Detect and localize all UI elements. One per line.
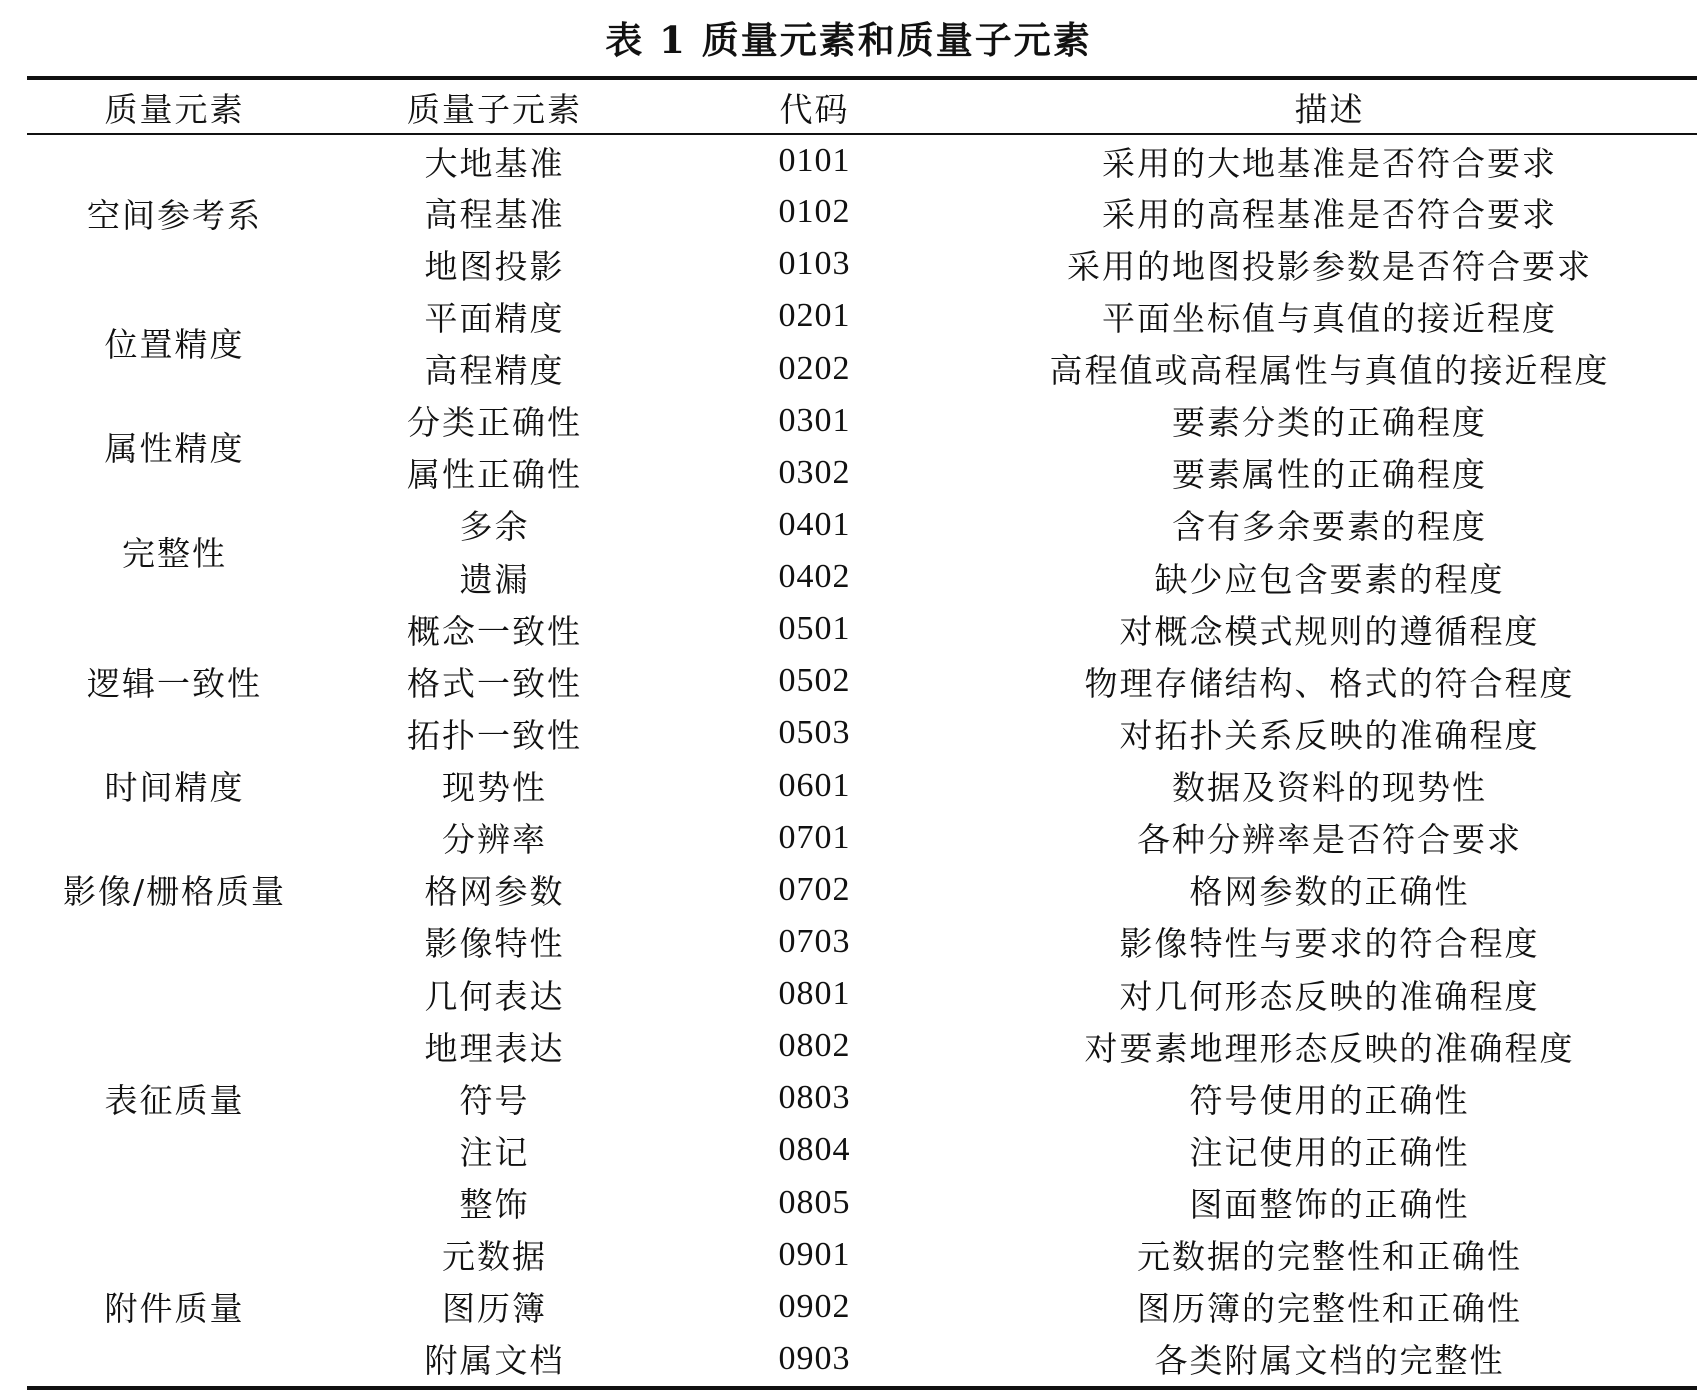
table-row — [27, 968, 1697, 1020]
code-cell: 0302 — [778, 453, 851, 491]
description-cell: 注记使用的正确性 — [1189, 1132, 1470, 1172]
quality-elements-table — [27, 80, 1697, 1385]
sub-element-cell: 大地基准 — [424, 143, 565, 183]
code-cell: 0402 — [778, 558, 851, 596]
description-cell: 物理存储结构、格式的符合程度 — [1084, 663, 1575, 703]
sub-element-cell: 拓扑一致性 — [407, 715, 582, 755]
code-cell: 0902 — [778, 1287, 851, 1325]
header-element: 质量元素 — [104, 89, 245, 129]
sub-element-cell: 格网参数 — [424, 872, 565, 912]
description-cell: 影像特性与要求的符合程度 — [1119, 924, 1540, 964]
table-row — [27, 499, 1697, 551]
quality-element-cell: 时间精度 — [104, 768, 245, 808]
sub-element-cell: 元数据 — [442, 1237, 547, 1277]
table-row — [27, 290, 1697, 342]
sub-element-cell: 多余 — [459, 507, 530, 547]
sub-element-cell: 遗漏 — [459, 559, 530, 599]
description-cell: 对概念模式规则的遵循程度 — [1119, 611, 1540, 651]
code-cell: 0102 — [778, 193, 851, 231]
sub-element-cell: 格式一致性 — [407, 663, 582, 703]
sub-element-cell: 分辨率 — [442, 820, 547, 860]
header-code: 代码 — [779, 89, 850, 129]
sub-element-cell: 注记 — [459, 1132, 530, 1172]
sub-element-cell: 符号 — [459, 1080, 530, 1120]
quality-element-cell: 影像/栅格质量 — [62, 872, 287, 912]
code-cell: 0202 — [778, 349, 851, 387]
quality-element-cell: 附件质量 — [104, 1289, 245, 1329]
description-cell: 采用的地图投影参数是否符合要求 — [1067, 246, 1592, 286]
code-cell: 0101 — [778, 142, 851, 180]
description-cell: 元数据的完整性和正确性 — [1137, 1237, 1522, 1277]
sub-element-cell: 分类正确性 — [407, 403, 582, 443]
header-description: 描述 — [1294, 89, 1365, 129]
description-cell: 要素属性的正确程度 — [1172, 455, 1487, 495]
description-cell: 数据及资料的现势性 — [1172, 768, 1487, 808]
code-cell: 0502 — [778, 662, 851, 700]
sub-element-cell: 概念一致性 — [407, 611, 582, 651]
code-cell: 0503 — [778, 714, 851, 752]
code-cell: 0805 — [778, 1183, 851, 1221]
code-cell: 0601 — [778, 766, 851, 804]
code-cell: 0301 — [778, 401, 851, 439]
code-cell: 0803 — [778, 1079, 851, 1117]
code-cell: 0401 — [778, 505, 851, 543]
description-cell: 采用的大地基准是否符合要求 — [1102, 143, 1557, 183]
code-cell: 0703 — [778, 922, 851, 960]
code-cell: 0801 — [778, 975, 851, 1013]
code-cell: 0702 — [778, 870, 851, 908]
sub-element-cell: 整饰 — [459, 1185, 530, 1225]
sub-element-cell: 图历簿 — [442, 1289, 547, 1329]
sub-element-cell: 地图投影 — [424, 246, 565, 286]
description-cell: 含有多余要素的程度 — [1172, 507, 1487, 547]
quality-element-cell: 逻辑一致性 — [87, 663, 262, 703]
description-cell: 图历簿的完整性和正确性 — [1137, 1289, 1522, 1329]
description-cell: 各类附属文档的完整性 — [1154, 1341, 1505, 1381]
quality-element-cell: 表征质量 — [104, 1080, 245, 1120]
table-row — [27, 812, 1697, 864]
sub-element-cell: 高程基准 — [424, 194, 565, 234]
code-cell: 0701 — [778, 818, 851, 856]
description-cell: 对拓扑关系反映的准确程度 — [1119, 715, 1540, 755]
sub-element-cell: 高程精度 — [424, 351, 565, 391]
description-cell: 高程值或高程属性与真值的接近程度 — [1049, 351, 1610, 391]
code-cell: 0901 — [778, 1235, 851, 1273]
code-cell: 0802 — [778, 1027, 851, 1065]
code-cell: 0103 — [778, 245, 851, 283]
quality-element-cell: 位置精度 — [104, 325, 245, 364]
description-cell: 要素分类的正确程度 — [1172, 403, 1487, 443]
header-sub-element: 质量子元素 — [407, 89, 582, 129]
code-cell: 0201 — [778, 297, 851, 335]
header-row — [27, 80, 1697, 134]
description-cell: 图面整饰的正确性 — [1189, 1185, 1470, 1225]
description-cell: 对几何形态反映的准确程度 — [1119, 976, 1540, 1016]
sub-element-cell: 地理表达 — [424, 1028, 565, 1068]
description-cell: 各种分辨率是否符合要求 — [1137, 820, 1522, 860]
table-row — [27, 395, 1697, 447]
sub-element-cell: 附属文档 — [424, 1341, 565, 1381]
table-body — [27, 134, 1697, 1385]
table-row — [27, 760, 1697, 812]
quality-element-cell: 属性精度 — [104, 429, 245, 469]
description-cell: 采用的高程基准是否符合要求 — [1102, 194, 1557, 234]
sub-element-cell: 影像特性 — [424, 924, 565, 964]
description-cell: 缺少应包含要素的程度 — [1154, 559, 1505, 599]
quality-element-cell: 完整性 — [122, 533, 227, 573]
table-row — [27, 134, 1697, 186]
table-header — [27, 80, 1697, 134]
table-caption: 表 1 质量元素和质量子元素 — [605, 18, 1092, 62]
sub-element-cell: 属性正确性 — [407, 455, 582, 495]
description-cell: 格网参数的正确性 — [1189, 872, 1470, 912]
code-cell: 0903 — [778, 1339, 851, 1377]
sub-element-cell: 几何表达 — [424, 976, 565, 1016]
table-row — [27, 603, 1697, 655]
quality-element-cell: 空间参考系 — [87, 195, 262, 235]
code-cell: 0501 — [778, 610, 851, 648]
description-cell: 对要素地理形态反映的准确程度 — [1084, 1028, 1575, 1068]
sub-element-cell: 现势性 — [442, 768, 547, 808]
description-cell: 平面坐标值与真值的接近程度 — [1102, 298, 1557, 338]
table-row — [27, 1229, 1697, 1281]
description-cell: 符号使用的正确性 — [1189, 1080, 1470, 1120]
bottom-rule — [27, 1386, 1697, 1390]
sub-element-cell: 平面精度 — [424, 298, 565, 338]
code-cell: 0804 — [778, 1131, 851, 1169]
